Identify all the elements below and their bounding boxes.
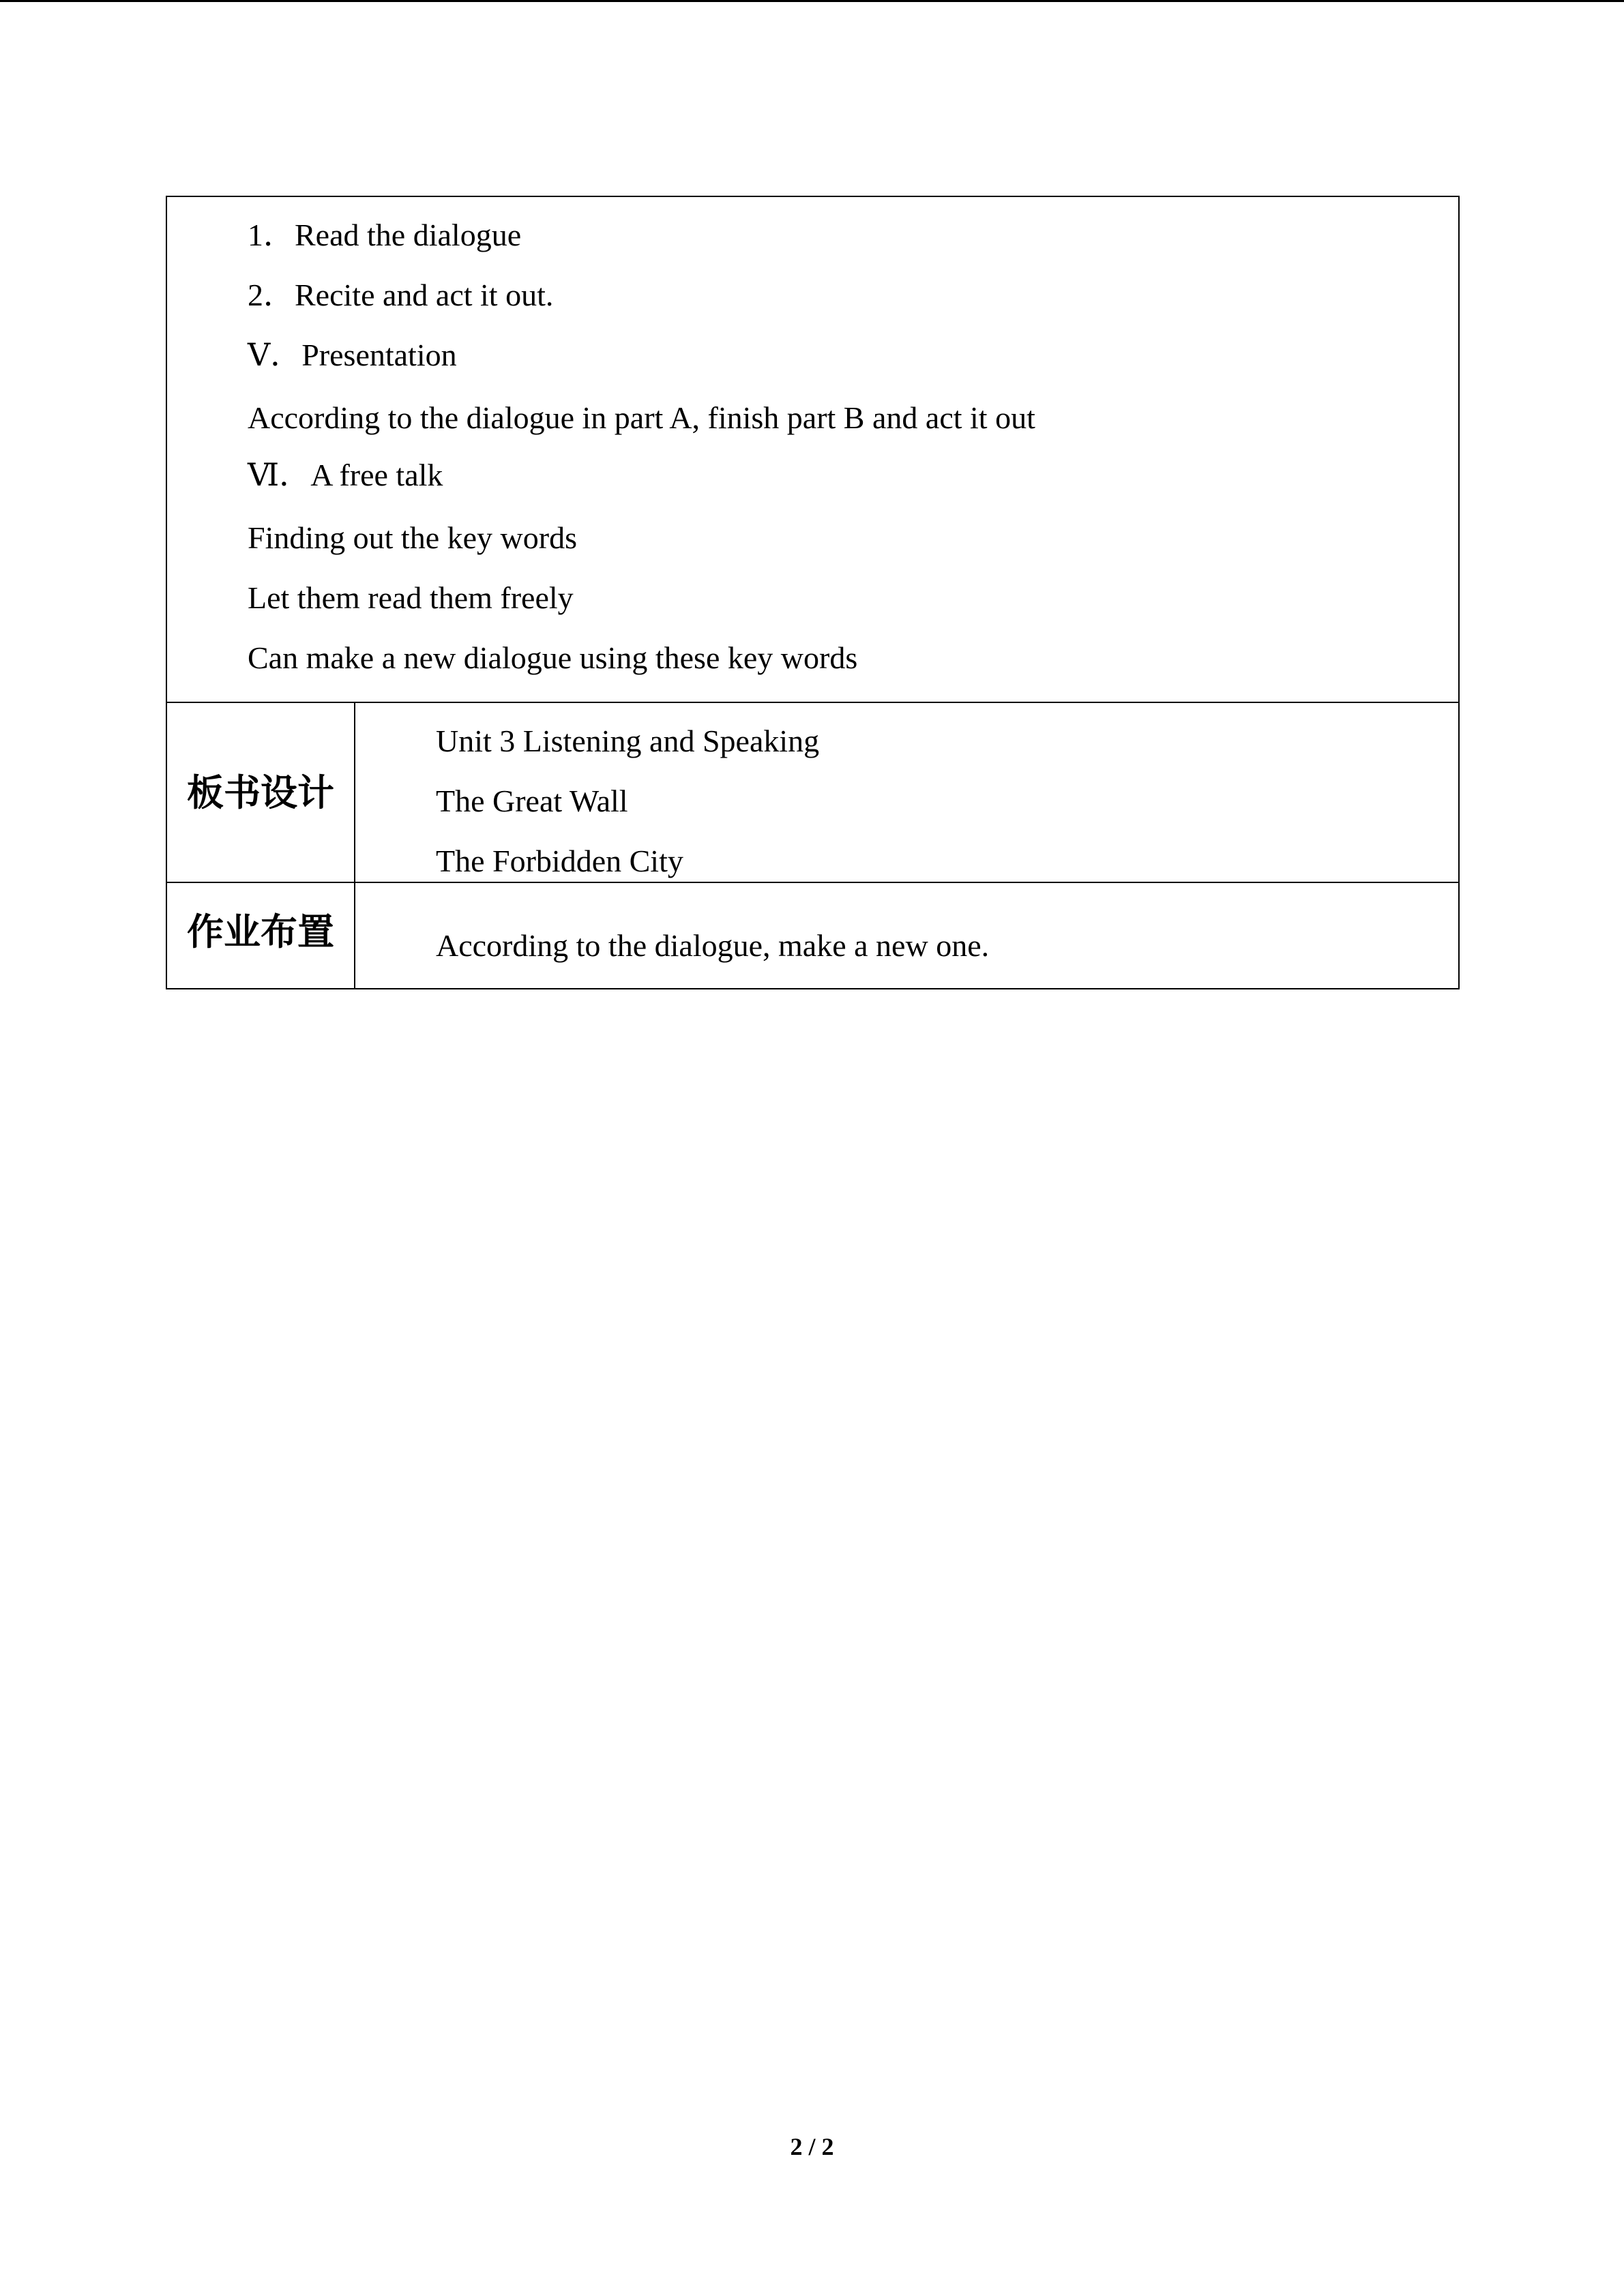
- homework-text: According to the dialogue, make a new one.: [436, 928, 990, 963]
- board-design-line-2: The Great Wall: [436, 784, 628, 818]
- board-design-line-3: The Forbidden City: [436, 844, 683, 878]
- page-number: 2 / 2: [790, 2133, 834, 2160]
- homework-label: 作业布置: [187, 910, 334, 953]
- homework-row: [166, 882, 1459, 989]
- board-design-content-cell: [355, 702, 1459, 882]
- board-design-label-cell: [166, 702, 355, 882]
- teaching-process-cell: [166, 196, 1459, 702]
- board-design-label: 板书设计: [187, 771, 334, 814]
- homework-content-cell: [355, 882, 1459, 989]
- board-design-row: [166, 702, 1459, 882]
- process-presentation-detail: According to the dialogue in part A, finish part B and act it out: [248, 400, 1035, 435]
- top-border-line: [0, 0, 1624, 2]
- process-step-recite: 2．Recite and act it out.: [248, 278, 554, 312]
- process-free-talk-detail-3: Can make a new dialogue using these key words: [248, 640, 858, 675]
- homework-label-cell: [166, 882, 355, 989]
- board-design-line-1: Unit 3 Listening and Speaking: [436, 724, 820, 758]
- process-heading-presentation: Ⅴ．Presentation: [248, 338, 457, 372]
- process-free-talk-detail-2: Let them read them freely: [248, 580, 574, 615]
- process-heading-free-talk: Ⅵ．A free talk: [248, 458, 443, 492]
- process-free-talk-detail-1: Finding out the key words: [248, 520, 577, 555]
- lesson-plan-table: [166, 196, 1460, 989]
- teaching-process-row: [166, 196, 1459, 702]
- process-step-read-dialogue: 1．Read the dialogue: [248, 218, 522, 252]
